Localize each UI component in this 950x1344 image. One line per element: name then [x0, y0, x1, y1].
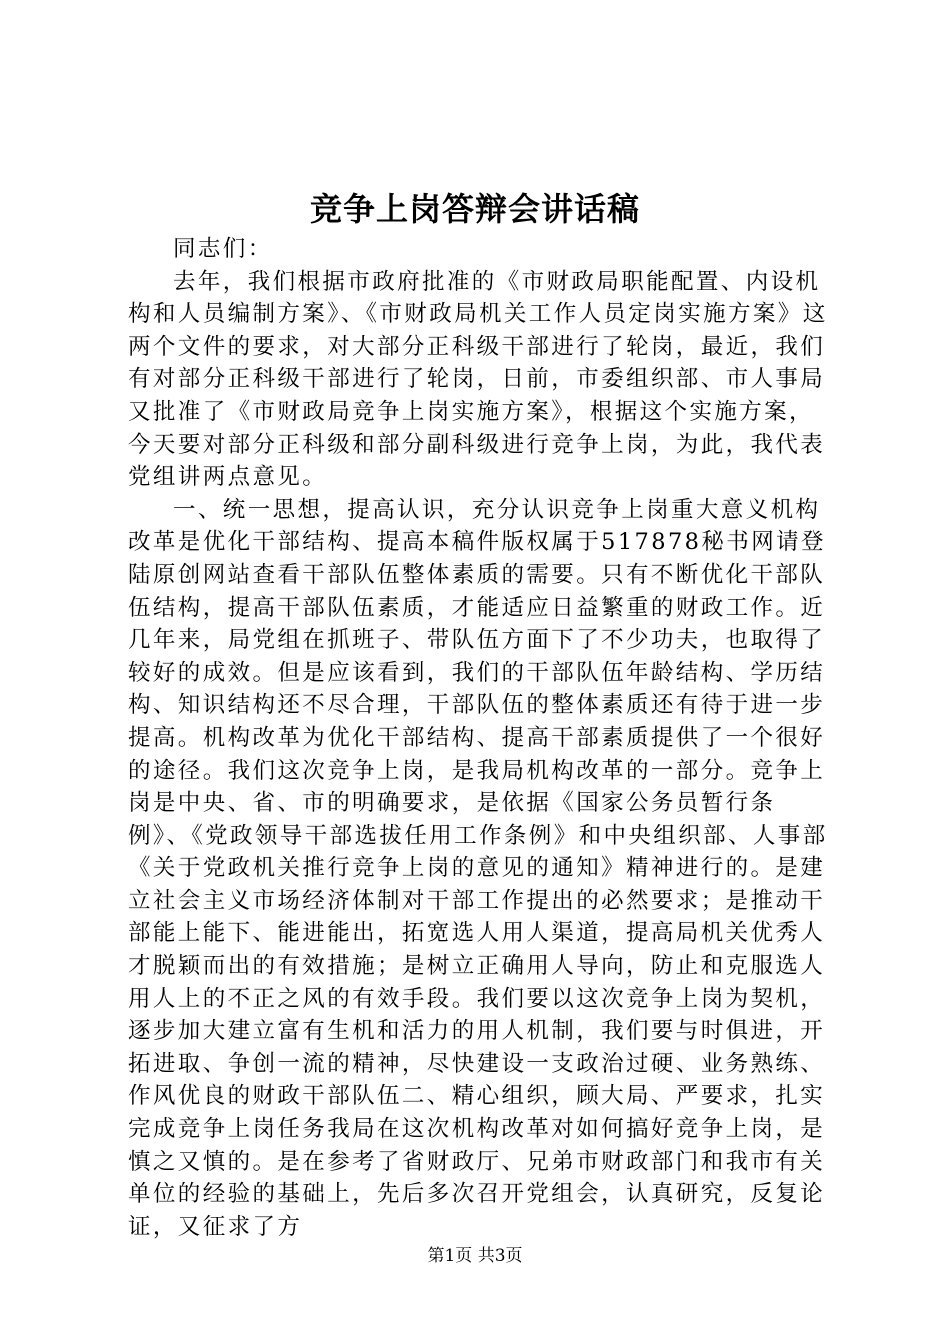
paragraph-intro: 去年，我们根据市政府批准的《市财政局职能配置、内设机构和人员编制方案》、《市财政局机关工作人员定岗实施方案》这两个文件的要求，对大部分正科级干部进行了轮岗，最近，我们有对部分正科级干部进行了轮岗，日前，市委组织部、市人事局又批准了《市财政局竞争上岗实施方案》，根据这个实施方案，今天要对部分正科级和部分副科级进行竞争上岗，为此，我代表党组讲两点意见。	[128, 268, 828, 491]
salutation: 同志们：	[173, 236, 273, 262]
document-body	[128, 233, 830, 1243]
document-title: 竞争上岗答辩会讲话稿	[309, 190, 640, 228]
paragraph-main: 一、统一思想，提高认识，充分认识竞争上岗重大意义机构改革是优化干部结构、提高本稿件版权属于517878秘书网请登陆原创网站查看干部队伍整体素质的需要。只有不断优化干部队伍结构，提高干部队伍素质，才能适应日益繁重的财政工作。近几年来，局党组在抓班子、带队伍方面下了不少功夫，也取得了较好的成效。但是应该看到，我们的干部队伍年龄结构、学历结构、知识结构还不尽合理，干部队伍的整体素质还有待于进一步提高。机构改革为优化干部结构、提高干部素质提供了一个很好的途径。我们这次竞争上岗，是我局机构改革的一部分。竞争上岗是中央、省、市的明确要求，是依据《国家公务员暂行条例》、《党政领导干部选拔任用工作条例》和中央组织部、人事部《关于党政机关推行竞争上岗的意见的通知》精神进行的。是建立社会主义市场经济体制对干部工作提出的必然要求；是推动干部能上能下、能进能出，拓宽选人用人渠道，提高局机关优秀人才脱颖而出的有效措施；是树立正确用人导向，防止和克服选人用人上的不正之风的有效手段。我们要以这次竞争上岗为契机，逐步加大建立富有生机和活力的用人机制，我们要与时俱进，开拓进取、争创一流的精神，尽快建设一支政治过硬、业务熟练、作风优良的财政干部队伍二、精心组织，顾大局、严要求，扎实完成竞争上岗任务我局在这次机构改革对如何搞好竞争上岗，是慎之又慎的。是在参考了省财政厅、兄弟市财政部门和我市有关单位的经验的基础上，先后多次召开党组会，认真研究，反复论证，又征求了方	[128, 496, 828, 1240]
page-number-footer: 第1页 共3页	[427, 1246, 523, 1266]
